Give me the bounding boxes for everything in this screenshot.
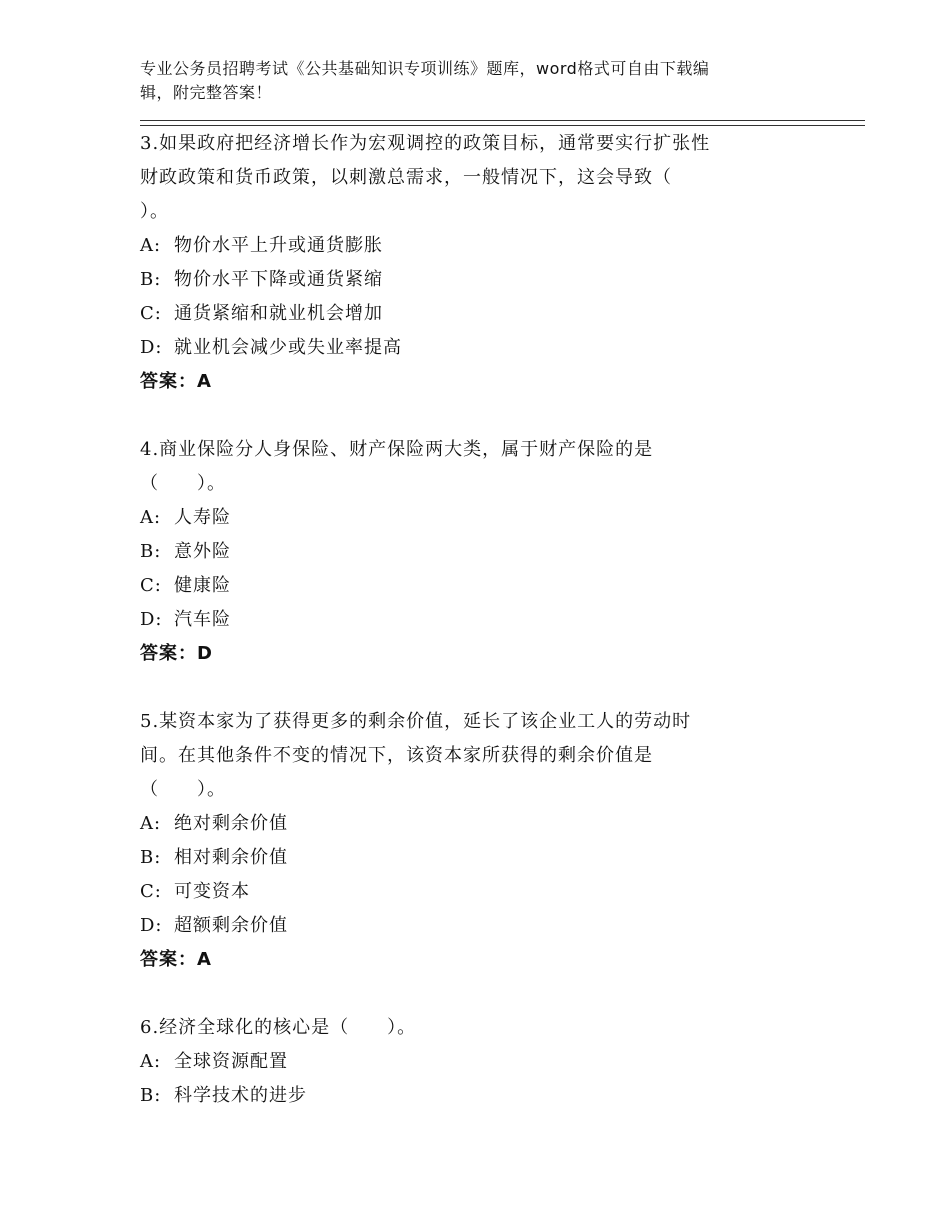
option-letter: D: [140,915,163,936]
option-letter: C: [140,303,162,324]
option-letter: B: [140,1085,162,1106]
option-c [140,569,820,603]
question-3 [140,127,820,399]
question-6 [140,1011,820,1113]
option-d [140,603,820,637]
option-a [140,229,820,263]
option-text: 就业机会减少或失业率提高 [174,337,402,358]
option-d [140,331,820,365]
option-a [140,807,820,841]
option-letter: A: [140,235,162,256]
question-text: 3.如果政府把经济增长作为宏观调控的政策目标，通常要实行扩张性 财政政策和货币政策，以刺激总需求，一般情况下，这会导致（ ）。 [140,133,711,222]
option-text: 超额剩余价值 [174,915,288,936]
option-text: 通货紧缩和就业机会增加 [174,303,383,324]
option-text: 相对剩余价值 [174,847,288,868]
option-text: 人寿险 [174,507,231,528]
question-text: 4.商业保险分人身保险、财产保险两大类，属于财产保险的是 （ ）。 [140,439,654,494]
option-letter: C: [140,881,162,902]
option-text: 物价水平上升或通货膨胀 [174,235,383,256]
option-letter: D: [140,609,163,630]
question-text: 6.经济全球化的核心是（ ）。 [140,1017,417,1038]
option-letter: A: [140,1051,162,1072]
option-letter: B: [140,541,162,562]
option-text: 科学技术的进步 [174,1085,307,1106]
option-text: 意外险 [174,541,231,562]
question-5 [140,705,820,977]
option-text: 物价水平下降或通货紧缩 [174,269,383,290]
answer-line: 答案：A [140,949,212,970]
header-line-2: 辑，附完整答案！ [140,83,273,102]
option-letter: A: [140,813,162,834]
question-list [140,127,820,1147]
option-letter: A: [140,507,162,528]
option-text: 全球资源配置 [174,1051,288,1072]
option-text: 汽车险 [174,609,231,630]
header-double-rule [140,120,865,126]
option-b [140,841,820,875]
option-text: 健康险 [174,575,231,596]
option-d [140,909,820,943]
option-a [140,501,820,535]
option-b [140,535,820,569]
option-letter: D: [140,337,163,358]
header-line-1: 专业公务员招聘考试《公共基础知识专项训练》题库，word格式可自由下载编 [140,59,710,78]
option-b [140,263,820,297]
option-letter: B: [140,269,162,290]
page-header [140,57,800,105]
option-a [140,1045,820,1079]
question-4 [140,433,820,671]
option-text: 可变资本 [174,881,250,902]
option-letter: B: [140,847,162,868]
question-text: 5.某资本家为了获得更多的剩余价值，延长了该企业工人的劳动时 间。在其他条件不变的情况下，该资本家所获得的剩余价值是 （ ）。 [140,711,692,800]
answer-line: 答案：D [140,643,213,664]
option-letter: C: [140,575,162,596]
option-c [140,875,820,909]
option-c [140,297,820,331]
answer-line: 答案：A [140,371,212,392]
option-text: 绝对剩余价值 [174,813,288,834]
option-b [140,1079,820,1113]
